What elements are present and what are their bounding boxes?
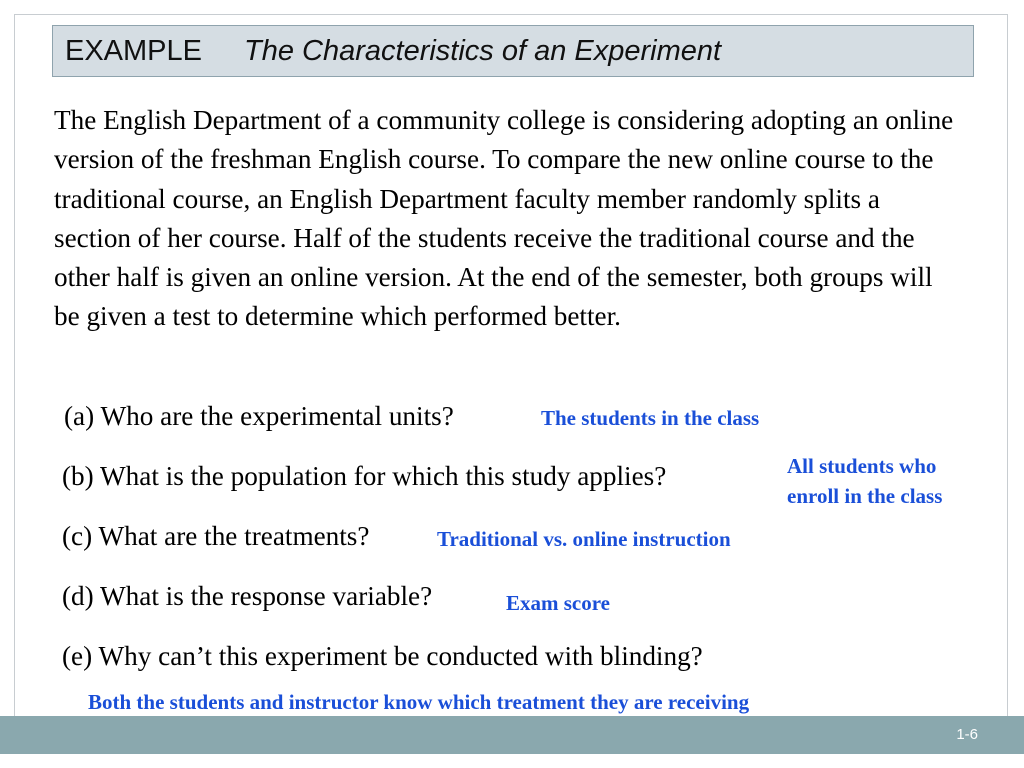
example-description: The English Department of a community college is considering adopting an online version of the freshman English course. To compare the new online course to the traditional course, an English Department faculty member randomly splits a section of her course. Half of the students receive the traditional course and the other half is given an online version. At the end of the semester, both groups will be given a test to determine which performed better.: [54, 105, 954, 332]
question-e: (e) Why can’t this experiment be conducted with blinding?: [62, 641, 703, 671]
question-b: (b) What is the population for which this study applies?: [62, 461, 667, 491]
answer-c: Traditional vs. online instruction: [437, 527, 731, 551]
title-label: EXAMPLE: [65, 34, 202, 67]
title-subtitle: The Characteristics of an Experiment: [244, 34, 722, 67]
answer-b-line2: enroll in the class: [787, 484, 943, 508]
footer-bar: [0, 716, 1024, 754]
answer-e: Both the students and instructor know which treatment they are receiving: [88, 690, 750, 714]
answer-b: [787, 451, 942, 511]
question-a: (a) Who are the experimental units?: [64, 401, 454, 431]
answer-b-line1: All students who: [787, 454, 937, 478]
page-number: 1-6: [956, 726, 978, 743]
answer-a: The students in the class: [541, 406, 760, 430]
question-c: (c) What are the treatments?: [62, 521, 370, 551]
question-d: (d) What is the response variable?: [62, 581, 433, 611]
answer-d: Exam score: [506, 591, 611, 615]
title-bar: [52, 25, 974, 77]
